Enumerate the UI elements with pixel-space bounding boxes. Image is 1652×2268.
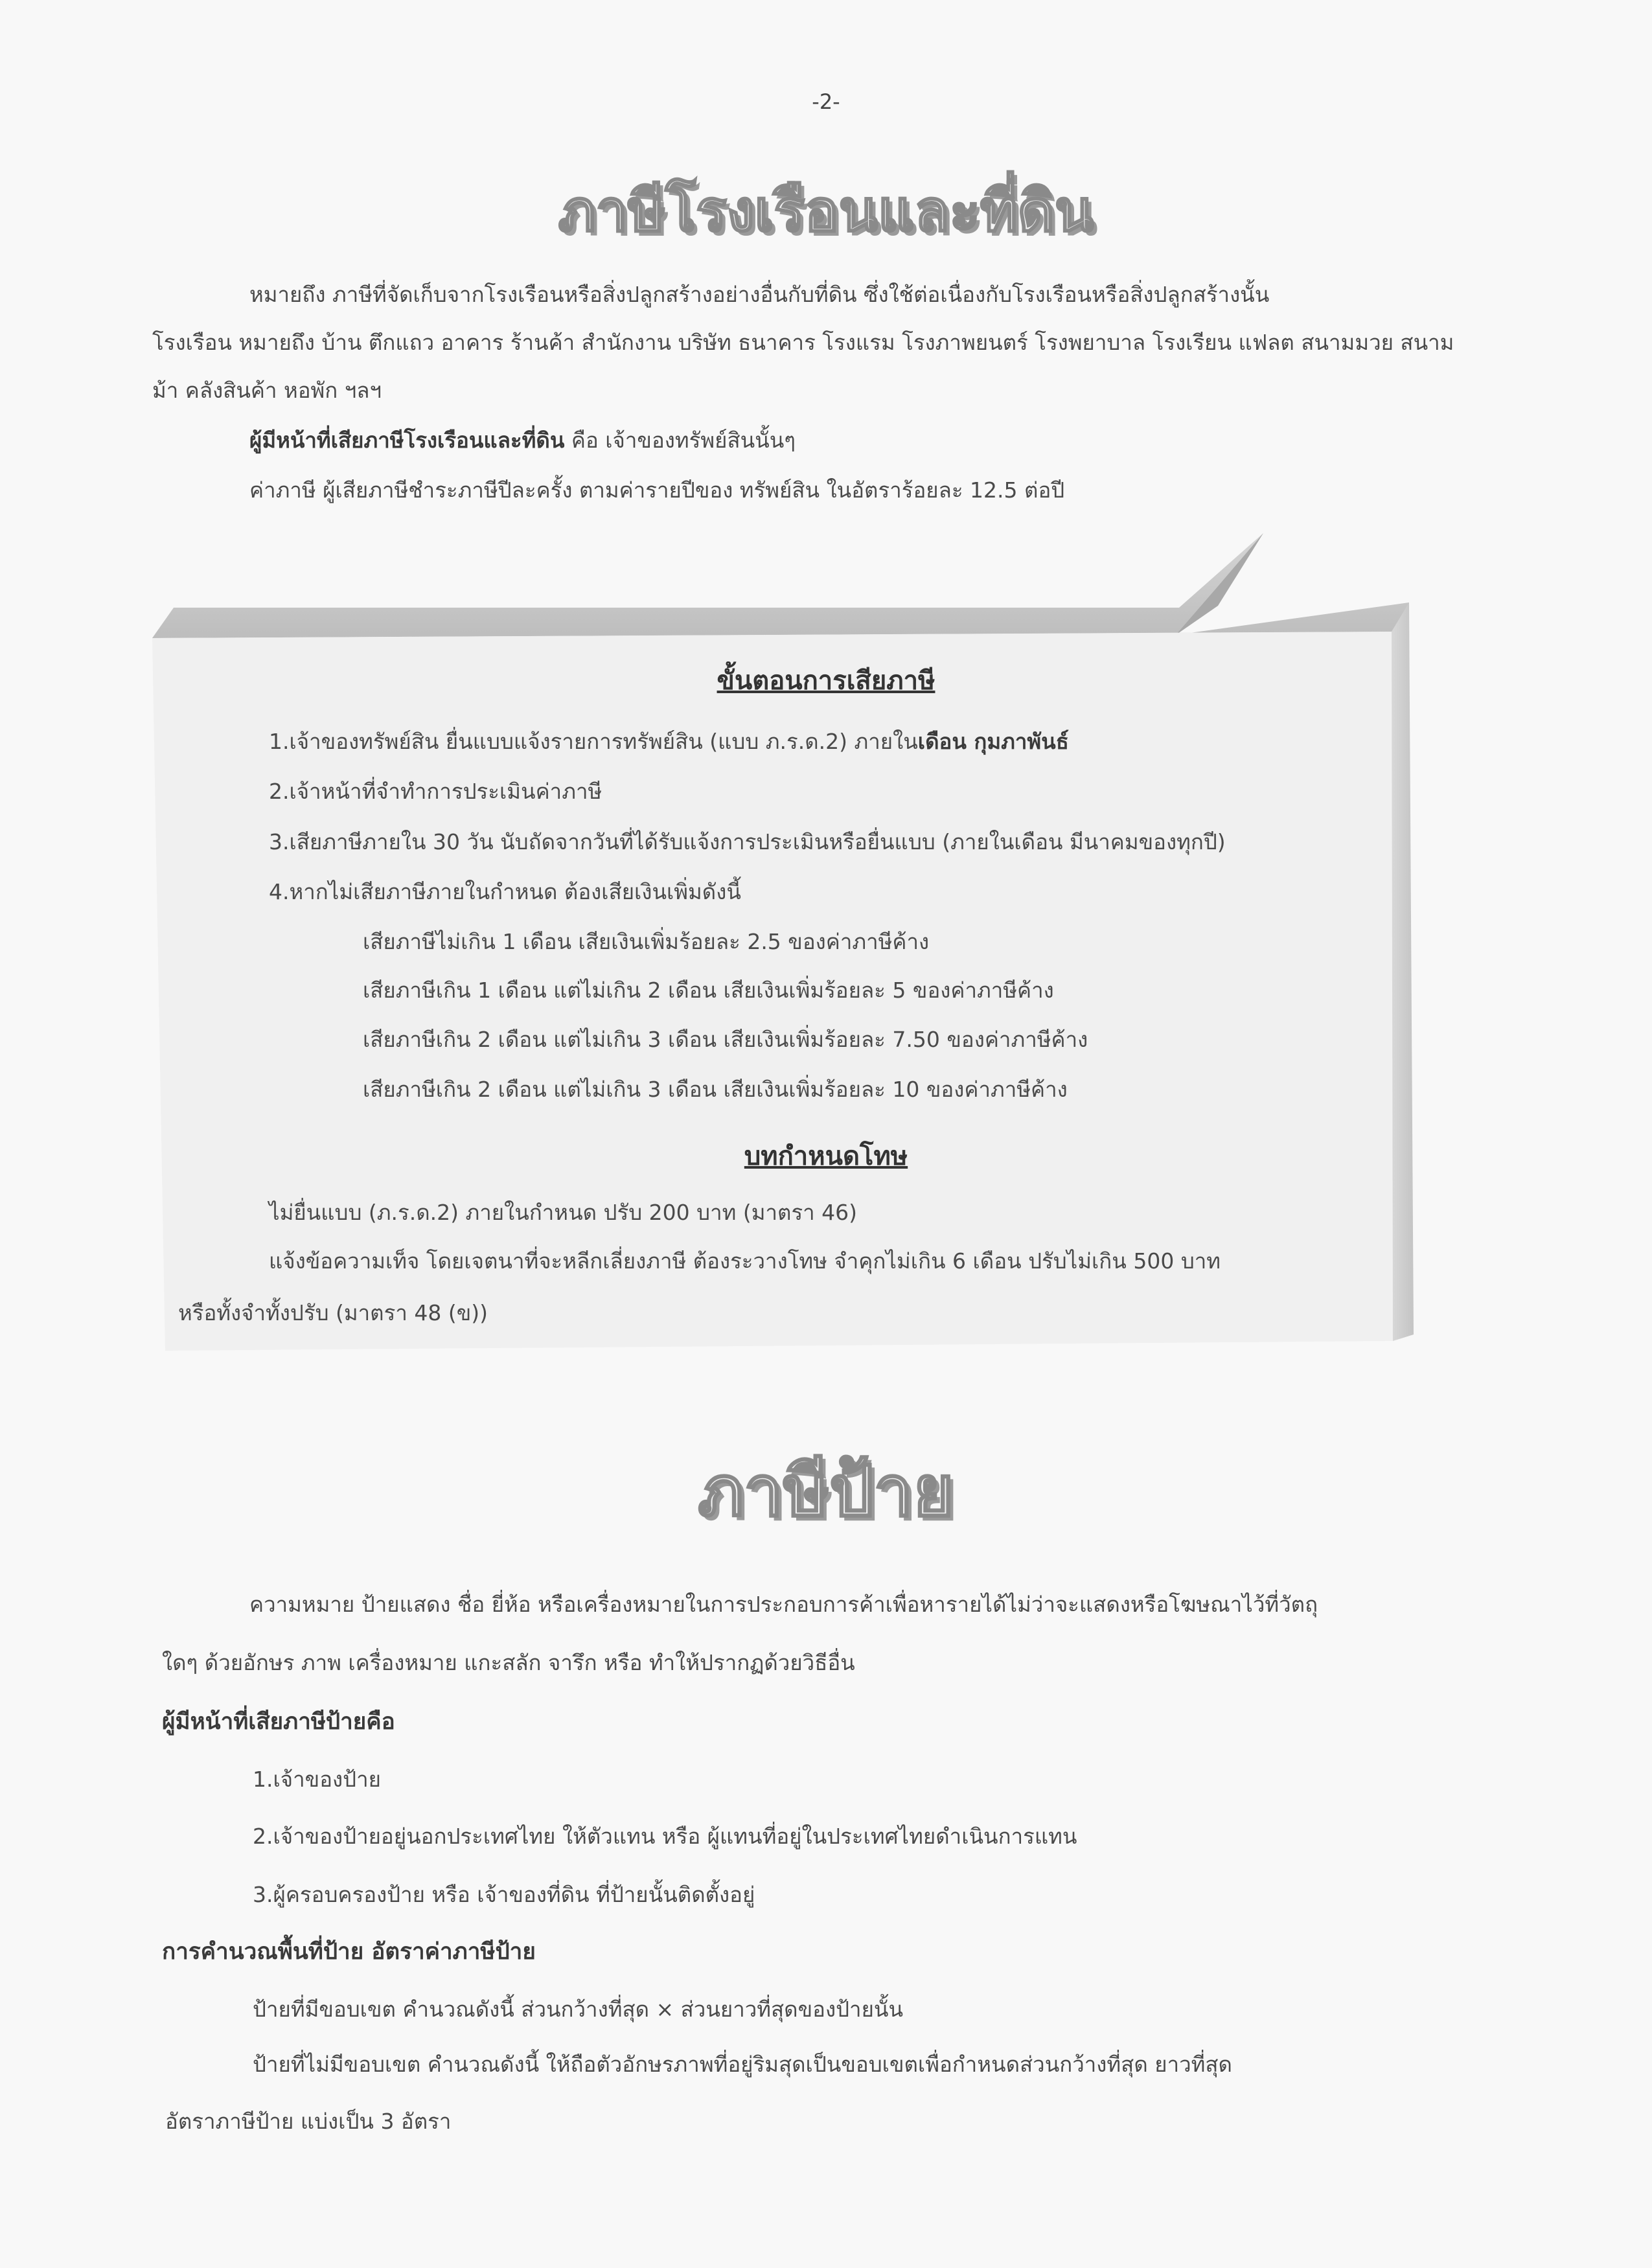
page-number: -2- — [812, 89, 840, 114]
paragraph-line: ม้า คลังสินค้า หอพัก ฯลฯ — [152, 378, 382, 403]
step-1-deadline: เดือน กุมภาพันธ์ — [917, 729, 1069, 754]
payer-text: คือ เจ้าของทรัพย์สินนั้นๆ — [564, 428, 796, 453]
payer-item: 3.ผู้ครอบครองป้าย หรือ เจ้าของที่ดิน ที่ป้ายนั้นติดตั้งอยู่ — [253, 1882, 755, 1907]
calc-line: ป้ายที่ไม่มีขอบเขต คำนวณดังนี้ ให้ถือตัวอักษรภาพที่อยู่ริมสุดเป็นขอบเขตเพื่อกำหนดส่วนกว้างที่สุด ยาวที่สุด — [253, 2052, 1232, 2077]
step-1 — [269, 724, 1069, 759]
fine-item: เสียภาษีไม่เกิน 1 เดือน เสียเงินเพิ่มร้อยละ 2.5 ของค่าภาษีค้าง — [363, 929, 930, 954]
paragraph-line: หมายถึง ภาษีที่จัดเก็บจากโรงเรือนหรือสิ่งปลูกสร้างอย่างอื่นกับที่ดิน ซึ่งใช้ต่อเนื่องกับโรงเรือนหรือสิ่งปลูกสร้างนั้น — [249, 282, 1270, 307]
fine-item: เสียภาษีเกิน 1 เดือน แต่ไม่เกิน 2 เดือน เสียเงินเพิ่มร้อยละ 5 ของค่าภาษีค้าง — [363, 978, 1054, 1003]
section-title-signboard-tax: ภาษีป้าย — [698, 1450, 954, 1532]
penalty-title: บทกำหนดโทษ — [744, 1141, 908, 1171]
payer-heading: ผู้มีหน้าที่เสียภาษีป้ายคือ — [162, 1709, 395, 1735]
rate-line: ค่าภาษี ผู้เสียภาษีชำระภาษีปีละครั้ง ตามค่ารายปีของ ทรัพย์สิน ในอัตราร้อยละ 12.5 ต่อปี — [249, 477, 1065, 503]
step-3: 3.เสียภาษีภายใน 30 วัน นับถัดจากวันที่ได้รับแจ้งการประเมินหรือยื่นแบบ (ภายในเดือน มีนาคมของทุกปี) — [269, 829, 1226, 854]
fine-item: เสียภาษีเกิน 2 เดือน แต่ไม่เกิน 3 เดือน เสียเงินเพิ่มร้อยละ 10 ของค่าภาษีค้าง — [363, 1077, 1068, 1102]
procedure-title: ขั้นตอนการเสียภาษี — [717, 666, 935, 696]
meaning-line: ใดๆ ด้วยอักษร ภาพ เครื่องหมาย แกะสลัก จารึก หรือ ทำให้ปรากฏด้วยวิธีอื่น — [162, 1650, 855, 1675]
payer-item: 1.เจ้าของป้าย — [253, 1767, 381, 1792]
payer-line — [249, 423, 796, 457]
step-1-text: 1.เจ้าของทรัพย์สิน ยื่นแบบแจ้งรายการทรัพย์สิน (แบบ ภ.ร.ด.2) ภายใน — [269, 729, 918, 754]
payer-item: 2.เจ้าของป้ายอยู่นอกประเทศไทย ให้ตัวแทน หรือ ผู้แทนที่อยู่ในประเทศไทยดำเนินการแทน — [253, 1824, 1077, 1849]
step-4: 4.หากไม่เสียภาษีภายในกำหนด ต้องเสียเงินเพิ่มดังนี้ — [269, 879, 741, 904]
calc-heading: การคำนวณพื้นที่ป้าย อัตราค่าภาษีป้าย — [162, 1939, 536, 1965]
penalty-2-line: แจ้งข้อความเท็จ โดยเจตนาที่จะหลีกเลี่ยงภาษี ต้องระวางโทษ จำคุกไม่เกิน 6 เดือน ปรับไม่เกิน 500 บาท — [269, 1248, 1221, 1274]
calc-line: ป้ายที่มีขอบเขต คำนวณดังนี้ ส่วนกว้างที่สุด × ส่วนยาวที่สุดของป้ายนั้น — [253, 1997, 904, 2022]
fine-item: เสียภาษีเกิน 2 เดือน แต่ไม่เกิน 3 เดือน เสียเงินเพิ่มร้อยละ 7.50 ของค่าภาษีค้าง — [363, 1027, 1088, 1052]
penalty-1: ไม่ยื่นแบบ (ภ.ร.ด.2) ภายในกำหนด ปรับ 200 บาท (มาตรา 46) — [269, 1200, 858, 1225]
ribbon-side — [1392, 602, 1414, 1341]
section-title-property-tax: ภาษีโรงเรือนและที่ดิน — [558, 177, 1094, 244]
rate-line-signboard: อัตราภาษีป้าย แบ่งเป็น 3 อัตรา — [165, 2109, 452, 2134]
paragraph-line: โรงเรือน หมายถึง บ้าน ตึกแถว อาคาร ร้านค้า สำนักงาน บริษัท ธนาคาร โรงแรม โรงภาพยนตร์ โรงพยาบาล โรงเรียน แฟลต สนามมวย สนาม — [152, 330, 1454, 355]
payer-label: ผู้มีหน้าที่เสียภาษีโรงเรือนและที่ดิน — [249, 428, 565, 453]
step-2: 2.เจ้าหน้าที่จำทำการประเมินค่าภาษี — [269, 779, 602, 804]
meaning-line: ความหมาย ป้ายแสดง ชื่อ ยี่ห้อ หรือเครื่องหมายในการประกอบการค้าเพื่อหารายได้ไม่ว่าจะแสดงหรือโฆษณาไว้ที่วัตถุ — [249, 1592, 1318, 1617]
penalty-2-line: หรือทั้งจำทั้งปรับ (มาตรา 48 (ข)) — [178, 1300, 488, 1325]
